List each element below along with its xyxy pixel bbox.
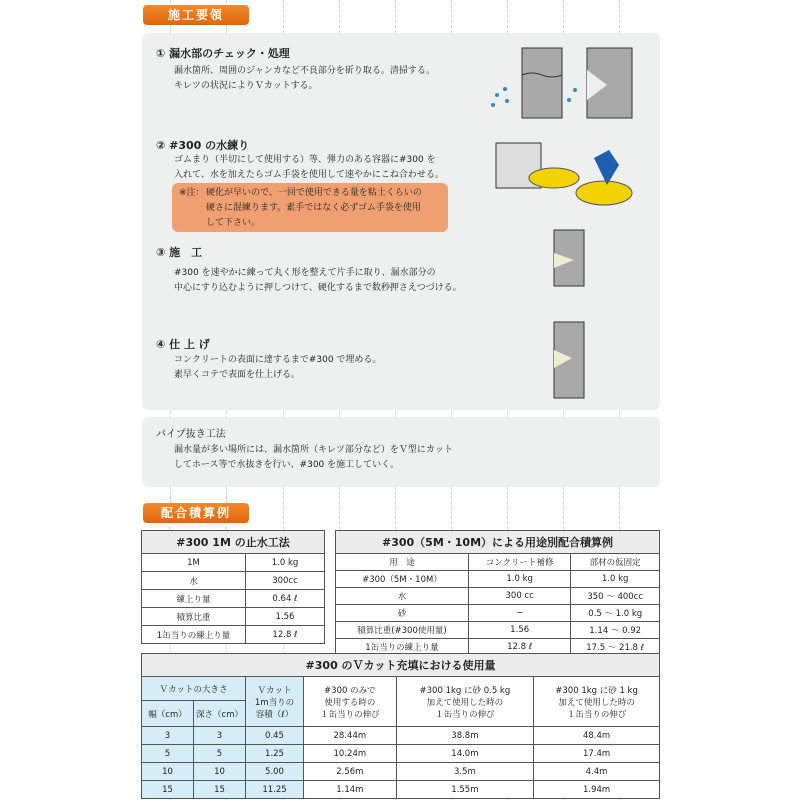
column-header: 幅（cm）	[142, 701, 194, 727]
step-2-title: ② #300 の水練り	[156, 139, 250, 152]
table-row	[142, 554, 325, 572]
column-header: Ｖカット 1m当りの 容積（ℓ）	[246, 677, 304, 727]
mixing-illustration	[494, 138, 634, 218]
table-cell: 砂	[336, 605, 469, 622]
column-header: 用 途	[336, 554, 469, 571]
table-cell: 5	[142, 745, 194, 763]
table-cell: −	[468, 605, 570, 622]
table-cell: 4.4m	[534, 763, 660, 781]
table-cell: 10	[194, 763, 246, 781]
table-cell: 10	[142, 763, 194, 781]
step-1-body: 漏水箇所、周囲のジャンカなど不良部分を斫り取る。清掃する。 キレツの状況によりＶカットする。	[174, 66, 435, 91]
table-cell: 3	[194, 727, 246, 745]
table-cell: 1缶当りの練上り量	[336, 639, 469, 656]
section-badge-procedure: 施工要領	[143, 5, 249, 25]
table-row	[336, 588, 660, 605]
table-cell: 350 〜 400cc	[571, 588, 660, 605]
table-caption: #300 1M の止水工法	[142, 531, 325, 554]
column-header: #300 のみで 使用する時の １缶当りの伸び	[304, 677, 397, 727]
section-badge-mix: 配合積算例	[143, 503, 249, 523]
table-cell: 0.5 〜 1.0 kg	[571, 605, 660, 622]
table-cell: 5.00	[246, 763, 304, 781]
table-caption: #300 のＶカット充填における使用量	[142, 654, 660, 677]
table-cell: 15	[142, 781, 194, 799]
table-cell: 17.5 〜 21.8 ℓ	[571, 639, 660, 656]
table-row	[336, 605, 660, 622]
table-usage-mix	[335, 530, 660, 656]
table-cell: 28.44m	[304, 727, 397, 745]
table-cell: 12.8 ℓ	[468, 639, 570, 656]
table-cell: 1缶当りの練上り量	[142, 626, 246, 644]
step-4-body: コンクリートの表面に達するまで#300 で埋める。 素早くコテで表面を仕上げる。	[174, 355, 382, 380]
table-row	[142, 608, 325, 626]
table-cell: 11.25	[246, 781, 304, 799]
pipe-method-body: 漏水量が多い場所には、漏水箇所（キレツ部分など）をＶ型にカット してホース等で水抜きを行い、#300 を施工していく。	[174, 445, 453, 470]
table-cell: 1.25	[246, 745, 304, 763]
table-cell: 練上り量	[142, 590, 246, 608]
table-cell: 0.45	[246, 727, 304, 745]
table-cell: 1.0 kg	[246, 554, 325, 572]
table-cell: 0.64 ℓ	[246, 590, 325, 608]
caution-note	[172, 183, 448, 232]
column-header: 部材の仮固定	[571, 554, 660, 571]
pipe-method-title: パイプ抜き工法	[156, 429, 226, 440]
column-header: コンクリート補修	[468, 554, 570, 571]
table-cell: 3	[142, 727, 194, 745]
note-label: ※注：	[179, 188, 205, 198]
note-text: 硬化が早いので、一回で使用できる量を粘土くらいの 硬さに混練ります。素手ではなく必ずゴム手袋を使用 して下さい。	[206, 188, 422, 228]
table-cell: 38.8m	[396, 727, 533, 745]
table-cell: 1.0 kg	[468, 571, 570, 588]
table-row	[142, 763, 660, 781]
table-cell: 1.94m	[534, 781, 660, 799]
pipe-method-panel	[142, 417, 660, 487]
table-row	[142, 590, 325, 608]
table-row	[142, 572, 325, 590]
table-cell: 1M	[142, 554, 246, 572]
table-cell: 5	[194, 745, 246, 763]
table-cell: 1.56	[468, 622, 570, 639]
table-vcut-usage	[141, 653, 660, 799]
table-cell: 300 cc	[468, 588, 570, 605]
table-row	[336, 571, 660, 588]
table-cell: 積算比重	[142, 608, 246, 626]
table-row	[336, 622, 660, 639]
table-cell: 17.4m	[534, 745, 660, 763]
table-caption: #300（5M・10M）による用途別配合積算例	[336, 531, 660, 554]
table-cell: 12.8 ℓ	[246, 626, 325, 644]
table-cell: 3.5m	[396, 763, 533, 781]
table-cell: 水	[142, 572, 246, 590]
finish-illustration	[552, 320, 592, 400]
table-cell: 14.0m	[396, 745, 533, 763]
step-3-body: #300 を速やかに練って丸く形を整えて片手に取り、漏水部分の 中心にすり込むように押しつけて、硬化するまで数秒押さえつづける。	[174, 268, 462, 293]
procedure-panel	[142, 33, 660, 410]
table-cell: 10.24m	[304, 745, 397, 763]
table-cell: 2.56m	[304, 763, 397, 781]
crack-illustration	[487, 45, 647, 120]
table-cell: 積算比重(#300使用量)	[336, 622, 469, 639]
table-cell: 1.14m	[304, 781, 397, 799]
table-cell: 48.4m	[534, 727, 660, 745]
table-cell: 15	[194, 781, 246, 799]
table-cell: 1.56	[246, 608, 325, 626]
step-2-body: ゴムまり（半切にして使用する）等、弾力のある容器に#300 を 入れて、水を加えたらゴム手袋を使用して速やかにこね合わせる。	[174, 155, 444, 180]
step-4-title: ④ 仕 上 げ	[156, 338, 210, 351]
column-header: #300 1kg に砂 1 kg 加えて使用した時の １缶当りの伸び	[534, 677, 660, 727]
table-row	[142, 727, 660, 745]
table-cell: #300（5M・10M）	[336, 571, 469, 588]
step-3-title: ③ 施 工	[156, 246, 203, 259]
table-row	[142, 745, 660, 763]
step-1-title: ① 漏水部のチェック・処理	[156, 47, 290, 60]
table-row	[142, 781, 660, 799]
table-1m-method	[141, 530, 325, 644]
table-row	[142, 626, 325, 644]
apply-illustration	[552, 228, 592, 288]
table-cell: 1.55m	[396, 781, 533, 799]
table-cell: 300cc	[246, 572, 325, 590]
column-header: #300 1kg に砂 0.5 kg 加えて使用した時の １缶当りの伸び	[396, 677, 533, 727]
column-header: Ｖカットの大きさ	[142, 677, 246, 701]
table-cell: 1.0 kg	[571, 571, 660, 588]
column-header: 深さ（cm）	[194, 701, 246, 727]
table-cell: 水	[336, 588, 469, 605]
table-cell: 1.14 〜 0.92	[571, 622, 660, 639]
